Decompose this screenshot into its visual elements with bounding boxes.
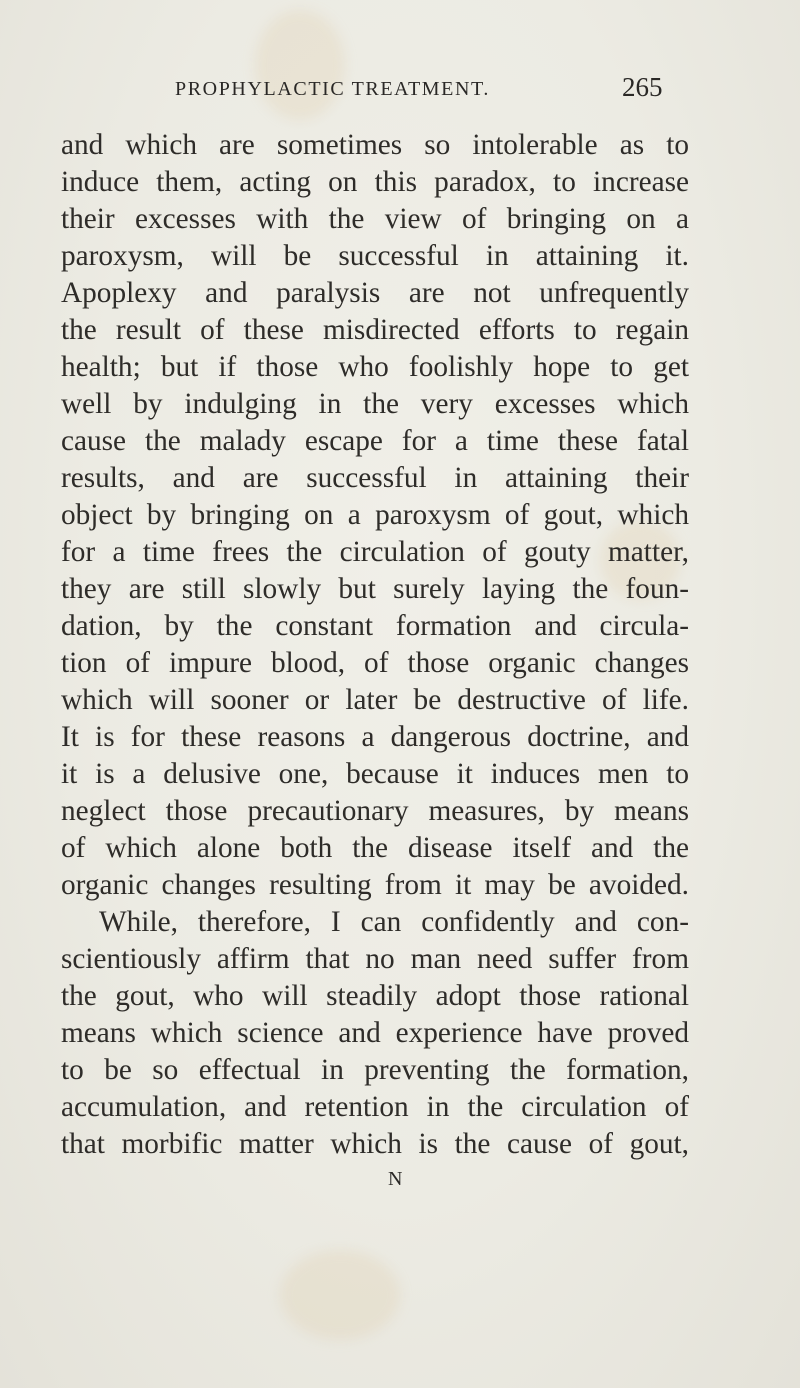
text-line: of which alone both the disease itself and the: [61, 832, 689, 864]
text-line: the result of these misdirected efforts to regain: [61, 314, 689, 346]
text-line: object by bringing on a paroxysm of gout, which: [61, 499, 689, 531]
text-line: it is a delusive one, because it induces men to: [61, 758, 689, 790]
text-line: It is for these reasons a dangerous doctrine, and: [61, 721, 689, 753]
text-line: their excesses with the view of bringing on a: [61, 203, 689, 235]
text-line: scientiously affirm that no man need suffer from: [61, 943, 689, 975]
text-line: that morbific matter which is the cause of gout,: [61, 1128, 689, 1160]
text-line: induce them, acting on this paradox, to increase: [61, 166, 689, 198]
text-line: results, and are successful in attaining their: [61, 462, 689, 494]
page-header: [0, 72, 800, 108]
text-line: paroxysm, will be successful in attaining it.: [61, 240, 689, 272]
text-line: neglect those precautionary measures, by means: [61, 795, 689, 827]
text-line: for a time frees the circulation of gouty matter,: [61, 536, 689, 568]
running-head: PROPHYLACTIC TREATMENT.: [175, 78, 490, 100]
text-line: they are still slowly but surely laying the foun-: [61, 573, 689, 605]
text-line: Apoplexy and paralysis are not unfrequently: [61, 277, 689, 309]
text-line: to be so effectual in preventing the formation,: [61, 1054, 689, 1086]
text-line: the gout, who will steadily adopt those rational: [61, 980, 689, 1012]
text-line: which will sooner or later be destructive of life.: [61, 684, 689, 716]
paper-stain: [280, 1250, 400, 1340]
text-line: tion of impure blood, of those organic changes: [61, 647, 689, 679]
text-line: and which are sometimes so intolerable as to: [61, 129, 689, 161]
signature-mark: N: [388, 1168, 403, 1190]
text-line: organic changes resulting from it may be avoided.: [61, 869, 689, 901]
page-number: 265: [622, 72, 663, 102]
text-line: dation, by the constant formation and circula-: [61, 610, 689, 642]
text-line: cause the malady escape for a time these fatal: [61, 425, 689, 457]
text-line: well by indulging in the very excesses which: [61, 388, 689, 420]
text-line: health; but if those who foolishly hope to get: [61, 351, 689, 383]
text-line: While, therefore, I can confidently and con-: [99, 906, 689, 938]
text-line: accumulation, and retention in the circulation of: [61, 1091, 689, 1123]
text-line: means which science and experience have proved: [61, 1017, 689, 1049]
